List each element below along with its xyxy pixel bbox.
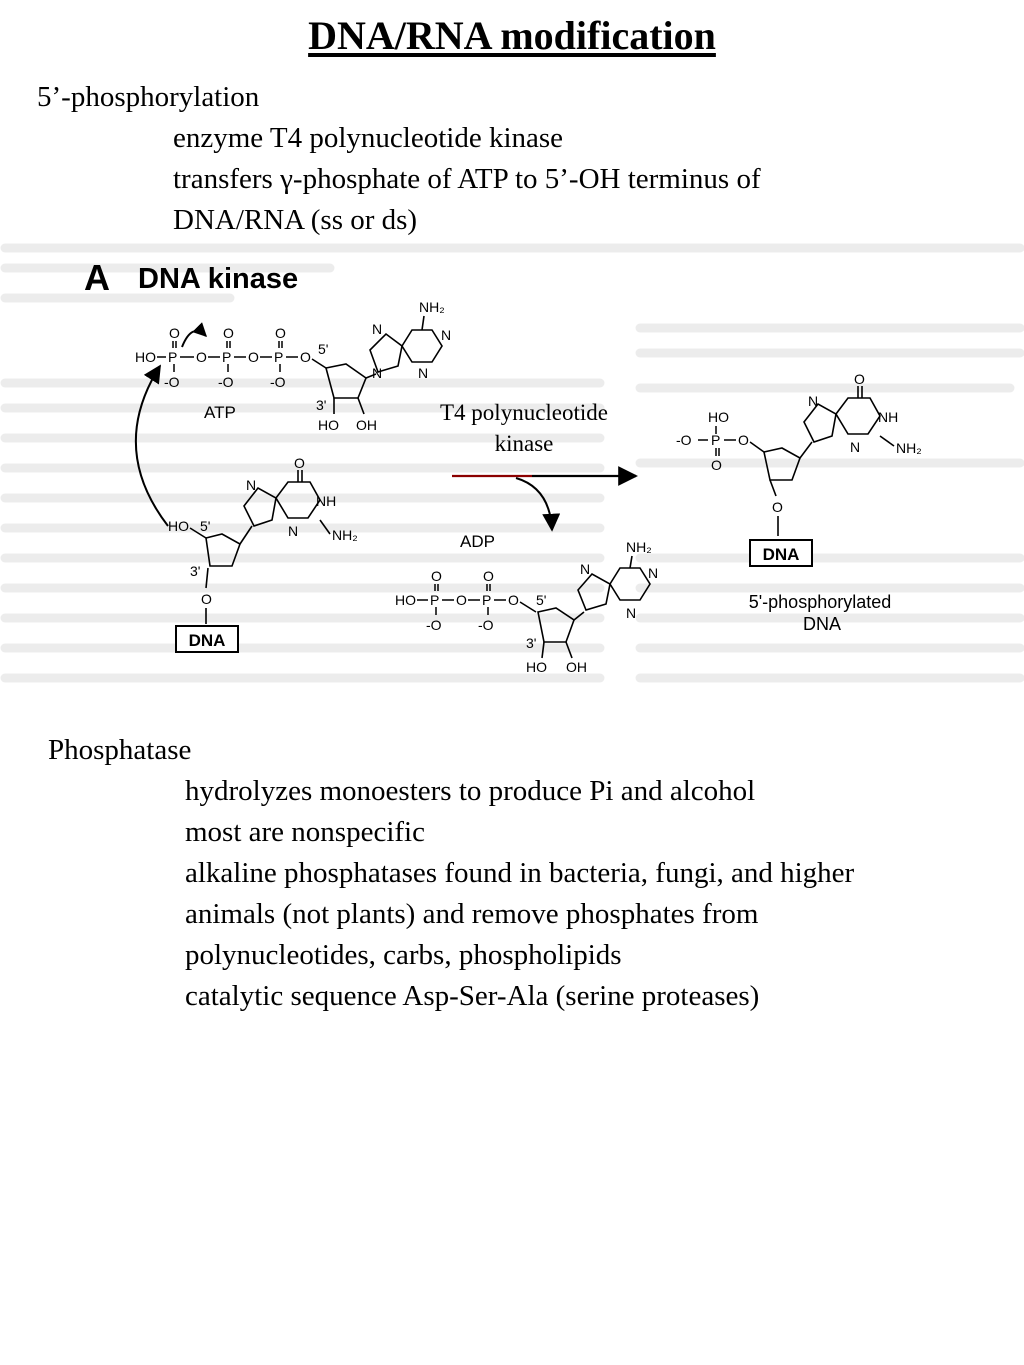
atom-label: -O	[426, 617, 442, 633]
bullet-line: most are nonspecific	[185, 816, 425, 848]
atom-label: HO	[168, 518, 189, 534]
atom-label: O	[772, 499, 783, 515]
bullet-line: DNA/RNA (ss or ds)	[173, 204, 418, 236]
bullet-line: transfers γ-phosphate of ATP to 5’-OH terminus of	[173, 163, 761, 195]
enzyme-label-line2: kinase	[494, 431, 554, 456]
bullet-line: polynucleotides, carbs, phospholipids	[185, 939, 622, 971]
atom-label: P	[274, 349, 284, 365]
atom-label: NH₂	[626, 539, 652, 555]
faded-background-text	[5, 248, 1020, 678]
section-heading-phosphatase: Phosphatase	[48, 734, 192, 766]
atom-label: NH	[316, 493, 337, 509]
atom-label: O	[711, 457, 722, 473]
atom-label: O	[483, 568, 494, 584]
atom-label: O	[201, 591, 212, 607]
atom-label: O	[456, 592, 467, 608]
bullet-line: hydrolyzes monoesters to produce Pi and alcohol	[185, 775, 756, 807]
bullet-line: catalytic sequence Asp-Ser-Ala (serine proteases)	[185, 980, 760, 1012]
dna-box-label: DNA	[188, 631, 226, 650]
atom-label: NH	[878, 409, 899, 425]
product-label-line2: DNA	[802, 614, 842, 634]
atom-label: HO	[135, 349, 156, 365]
atom-label: O	[248, 349, 259, 365]
atom-label: O	[854, 371, 865, 387]
atom-label: P	[482, 592, 492, 608]
atom-label: O	[300, 349, 311, 365]
atom-label: N	[372, 321, 383, 337]
section-heading-phosphorylation: 5’-phosphorylation	[37, 81, 260, 113]
atp-label: ATP	[204, 403, 236, 422]
atom-label: 3'	[316, 397, 327, 413]
atom-label: OH	[566, 659, 587, 675]
product-dna-box-label: DNA	[762, 545, 800, 564]
atom-label: HO	[395, 592, 416, 608]
panel-title: DNA kinase	[138, 263, 299, 295]
atom-label: P	[222, 349, 232, 365]
atom-label: 5'	[536, 592, 547, 608]
atom-label: 3'	[190, 563, 201, 579]
atom-label: P	[711, 432, 721, 448]
panel-letter: A	[84, 257, 110, 298]
atom-label: O	[196, 349, 207, 365]
atom-label: -O	[478, 617, 494, 633]
atom-label: O	[431, 568, 442, 584]
atom-label: -O	[164, 374, 180, 390]
atom-label: NH₂	[419, 299, 445, 315]
atom-label: NH₂	[896, 440, 922, 456]
atom-label: 3'	[526, 635, 537, 651]
atom-label: O	[294, 455, 305, 471]
atom-label: NH₂	[332, 527, 358, 543]
atom-label: O	[508, 592, 519, 608]
atp-structure	[135, 299, 451, 433]
atom-label: 5'	[200, 518, 211, 534]
atom-label: 5'	[318, 341, 329, 357]
atom-label: N	[626, 605, 637, 621]
product-label-line1: 5'-phosphorylated	[748, 592, 892, 612]
atom-label: -O	[270, 374, 286, 390]
adp-release-arrow	[516, 478, 552, 530]
atom-label: O	[738, 432, 749, 448]
enzyme-label-line1: T4 polynucleotide	[440, 400, 608, 425]
atom-label: N	[418, 365, 429, 381]
atom-label: N	[441, 327, 452, 343]
dna-substrate-structure	[168, 455, 358, 624]
atom-label: P	[168, 349, 178, 365]
adp-label: ADP	[460, 532, 495, 551]
atom-label: N	[246, 477, 257, 493]
atom-label: N	[372, 365, 383, 381]
atom-label: HO	[526, 659, 547, 675]
page-title: DNA/RNA modification	[308, 13, 716, 58]
atom-label: HO	[708, 409, 729, 425]
atom-label: -O	[218, 374, 234, 390]
atom-label: -O	[676, 432, 692, 448]
atom-label: N	[808, 393, 819, 409]
atom-label: N	[288, 523, 299, 539]
atom-label: P	[430, 592, 440, 608]
atom-label: O	[275, 325, 286, 341]
atom-label: N	[850, 439, 861, 455]
atom-label: N	[580, 561, 591, 577]
bullet-line: alkaline phosphatases found in bacteria, fungi, and higher	[185, 857, 855, 889]
atom-label: O	[169, 325, 180, 341]
atom-label: OH	[356, 417, 377, 433]
atom-label: N	[648, 565, 659, 581]
dna-kinase-reaction-figure	[0, 238, 1024, 708]
phosphorylated-dna-structure	[676, 371, 922, 536]
bullet-line: animals (not plants) and remove phosphates from	[185, 898, 759, 930]
bullet-line: enzyme T4 polynucleotide kinase	[173, 122, 564, 154]
atom-label: HO	[318, 417, 339, 433]
atom-label: O	[223, 325, 234, 341]
